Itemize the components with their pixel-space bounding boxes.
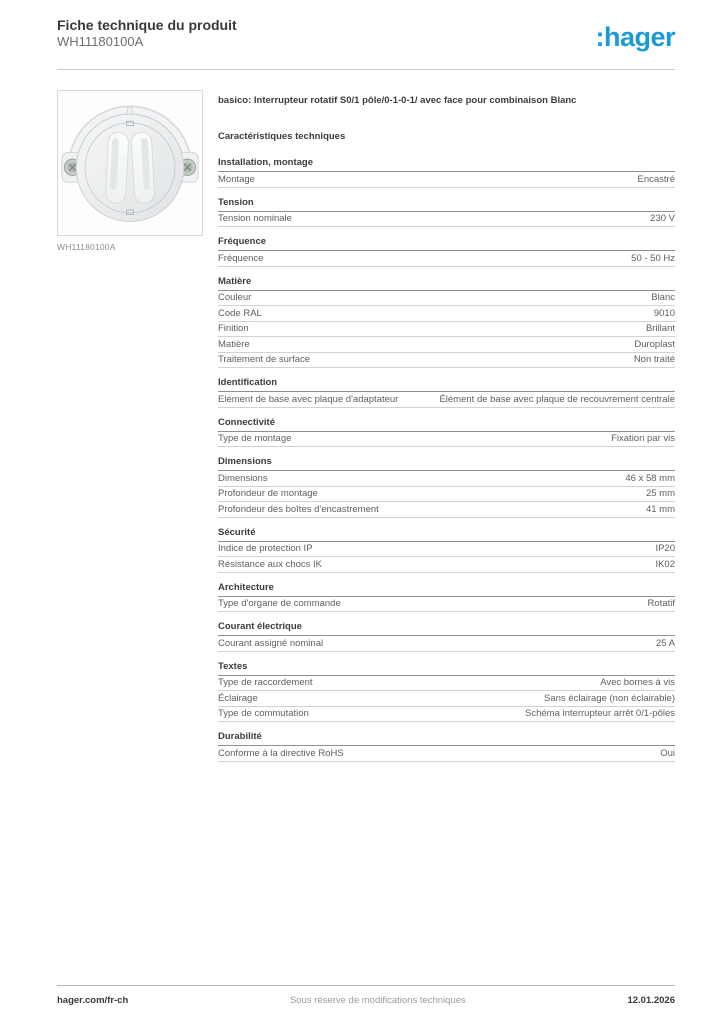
- spec-row: [218, 251, 675, 267]
- hager-logo: :hager: [595, 22, 675, 52]
- spec-section: [218, 731, 675, 762]
- spec-row-value: Brillant: [645, 323, 675, 334]
- spec-row-value: 9010: [653, 307, 675, 319]
- product-id: WH11180100A: [57, 34, 144, 49]
- spec-row-label: Finition: [218, 323, 249, 334]
- spec-section: [218, 661, 675, 723]
- spec-section-title: Fréquence: [218, 236, 675, 251]
- page-footer: [57, 995, 675, 1006]
- spec-section-rows: [218, 432, 675, 448]
- spec-row-label: Tension nominale: [218, 213, 292, 224]
- spec-section-rows: [218, 392, 675, 408]
- footer-date: 12.01.2026: [627, 995, 675, 1006]
- spec-row: [218, 353, 675, 369]
- spec-row: [218, 291, 675, 307]
- spec-row: [218, 707, 675, 723]
- spec-section-title: Connectivité: [218, 417, 675, 432]
- spec-section: [218, 582, 675, 613]
- spec-section-rows: [218, 597, 675, 613]
- content-column: [218, 95, 675, 771]
- spec-section-title: Installation, montage: [218, 157, 675, 172]
- spec-row-value: Duroplast: [634, 338, 675, 350]
- spec-section-rows: [218, 212, 675, 228]
- spec-row-value: Fixation par vis: [611, 433, 675, 444]
- spec-row-value: 41 mm: [645, 503, 675, 515]
- spec-section: [218, 276, 675, 369]
- spec-section: [218, 157, 675, 188]
- spec-row: [218, 306, 675, 322]
- spec-row: [218, 636, 675, 652]
- spec-row-label: Indice de protection IP: [218, 543, 313, 554]
- spec-section-title: Dimensions: [218, 456, 675, 471]
- footer-disclaimer: Sous réserve de modifications techniques: [289, 995, 466, 1006]
- spec-row-label: Traitement de surface: [218, 354, 311, 365]
- spec-row-label: Code RAL: [218, 307, 262, 319]
- spec-row-label: Matière: [218, 338, 250, 350]
- spec-section-title: Durabilité: [218, 731, 675, 746]
- spec-row: [218, 557, 675, 573]
- spec-section-title: Courant électrique: [218, 621, 675, 636]
- spec-row: [218, 337, 675, 353]
- spec-row-value: Blanc: [651, 292, 675, 303]
- spec-row-label: Éclairage: [218, 692, 258, 704]
- spec-row: [218, 597, 675, 613]
- spec-row: [218, 676, 675, 692]
- spec-section-rows: [218, 746, 675, 762]
- spec-row-label: Type de montage: [218, 433, 292, 444]
- spec-row-value: 25 A: [655, 637, 675, 649]
- spec-row-value: Schéma interrupteur arrêt 0/1-pôles: [525, 708, 675, 719]
- spec-row: [218, 691, 675, 707]
- spec-row-label: Type de raccordement: [218, 677, 313, 688]
- product-image: [57, 90, 203, 236]
- spec-row-label: Type de commutation: [218, 708, 309, 719]
- spec-section-title: Sécurité: [218, 527, 675, 542]
- spec-row: [218, 746, 675, 762]
- spec-row: [218, 502, 675, 518]
- spec-section-title: Architecture: [218, 582, 675, 597]
- spec-section: [218, 377, 675, 408]
- spec-row: [218, 542, 675, 558]
- spec-row: [218, 392, 675, 408]
- spec-row-value: Élément de base avec plaque de recouvrement centrale: [439, 393, 675, 405]
- spec-row: [218, 212, 675, 228]
- spec-row-value: IP20: [655, 543, 675, 554]
- spec-row: [218, 322, 675, 338]
- spec-section-title: Identification: [218, 377, 675, 392]
- spec-row: [218, 432, 675, 448]
- spec-section-rows: [218, 636, 675, 652]
- spec-row-label: Profondeur des boîtes d'encastrement: [218, 503, 379, 515]
- header-divider: [57, 69, 675, 70]
- spec-row-value: Rotatif: [647, 598, 675, 609]
- footer-divider: [57, 985, 675, 986]
- spec-section: [218, 527, 675, 573]
- spec-row-label: Type d'organe de commande: [218, 598, 341, 609]
- spec-sections: [218, 157, 675, 762]
- hager-website-link[interactable]: hager.com/fr-ch: [57, 995, 129, 1006]
- spec-section: [218, 236, 675, 267]
- spec-section-rows: [218, 676, 675, 723]
- spec-row-label: Courant assigné nominal: [218, 637, 324, 649]
- spec-section: [218, 197, 675, 228]
- spec-section-rows: [218, 172, 675, 188]
- characteristics-heading: Caractéristiques techniques: [218, 131, 346, 142]
- spec-section: [218, 621, 675, 652]
- spec-row-value: Non traité: [633, 354, 675, 365]
- product-image-caption: WH11180100A: [57, 242, 116, 252]
- spec-row-value: 230 V: [650, 213, 675, 224]
- spec-section-rows: [218, 291, 675, 369]
- spec-row-label: Profondeur de montage: [218, 488, 318, 499]
- product-visual: [57, 90, 203, 252]
- spec-section-rows: [218, 251, 675, 267]
- spec-row-value: Oui: [660, 747, 675, 759]
- spec-section-title: Tension: [218, 197, 675, 212]
- spec-row-label: Elément de base avec plaque d'adaptateur: [218, 393, 399, 405]
- spec-row-value: Avec bornes à vis: [600, 677, 675, 688]
- spec-row-value: 46 x 58 mm: [625, 472, 675, 484]
- rotary-switch-icon: [60, 93, 200, 233]
- spec-section-title: Matière: [218, 276, 675, 291]
- spec-row: [218, 487, 675, 503]
- spec-row: [218, 172, 675, 188]
- spec-row-label: Fréquence: [218, 252, 264, 264]
- spec-section-title: Textes: [218, 661, 675, 676]
- spec-row-value: 50 - 50 Hz: [631, 252, 675, 264]
- page-header: [57, 17, 237, 50]
- spec-row-label: Montage: [218, 173, 255, 185]
- spec-row-value: Encastré: [637, 173, 675, 185]
- spec-row-label: Résistance aux chocs IK: [218, 558, 323, 570]
- spec-row: [218, 471, 675, 487]
- spec-section-rows: [218, 471, 675, 518]
- spec-row-value: IK02: [655, 558, 675, 570]
- spec-row-value: Sans éclairage (non éclairable): [544, 692, 675, 704]
- spec-section: [218, 456, 675, 518]
- page-title: Fiche technique du produit: [57, 17, 237, 33]
- spec-section-rows: [218, 542, 675, 573]
- spec-row-label: Couleur: [218, 292, 252, 303]
- spec-section: [218, 417, 675, 448]
- product-description: basico: Interrupteur rotatif S0/1 pôle/0-1-0-1/ avec face pour combinaison Blanc: [218, 95, 577, 106]
- spec-row-label: Dimensions: [218, 472, 268, 484]
- spec-row-value: 25 mm: [645, 488, 675, 499]
- spec-row-label: Conforme à la directive RoHS: [218, 747, 344, 759]
